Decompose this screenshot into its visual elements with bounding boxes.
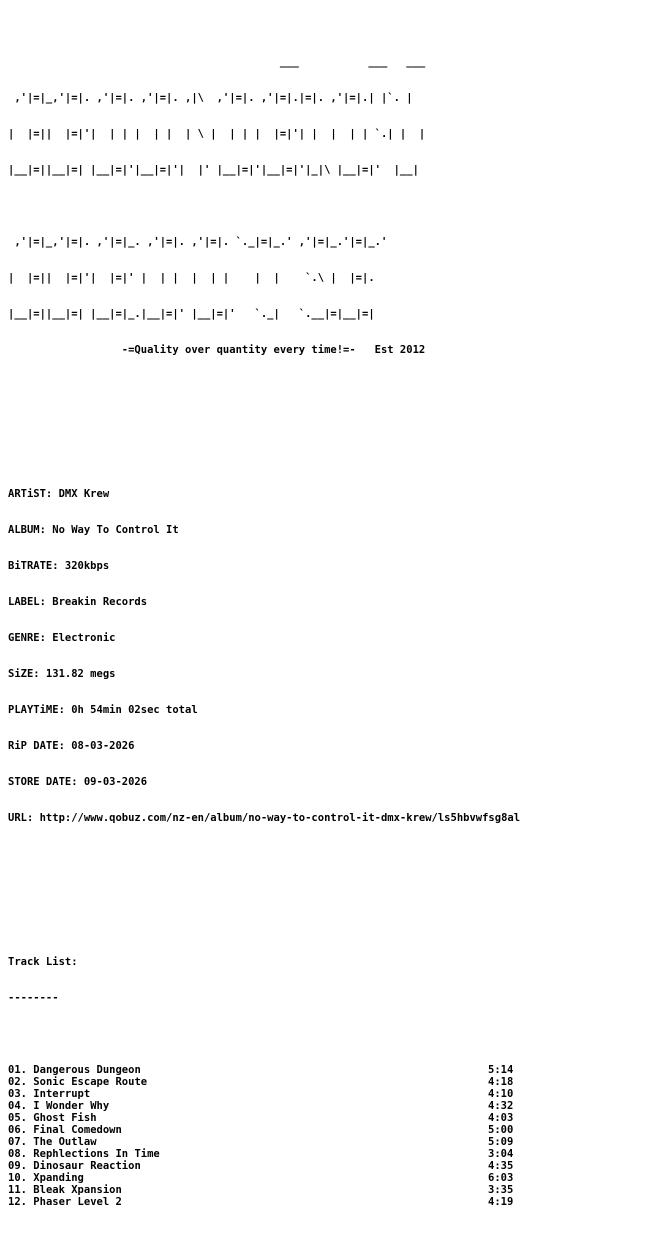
track-title: Interrupt bbox=[33, 1088, 91, 1100]
track-title: Sonic Escape Route bbox=[33, 1076, 148, 1088]
release-info bbox=[8, 464, 664, 848]
track-row bbox=[8, 1088, 664, 1100]
track-title: Bleak Xpansion bbox=[33, 1184, 122, 1196]
track-title: Phaser Level 2 bbox=[33, 1196, 122, 1208]
track-duration: 3:35 bbox=[488, 1184, 514, 1196]
track-duration: 4:35 bbox=[488, 1160, 514, 1172]
track-row bbox=[8, 1160, 664, 1172]
size-line: SiZE: 131.82 megs bbox=[8, 668, 116, 680]
track-number: 01. bbox=[8, 1064, 27, 1076]
track-number: 04. bbox=[8, 1100, 27, 1112]
artist-line: ARTiST: DMX Krew bbox=[8, 488, 110, 500]
track-row bbox=[8, 1100, 664, 1112]
track-row bbox=[8, 1172, 664, 1184]
ascii-logo-line: |__|=||__|=| |__|=|_.|__|=|' |__|=|' `._| `.__|=|__|=| bbox=[8, 308, 375, 320]
track-title: The Outlaw bbox=[33, 1136, 97, 1148]
track-row bbox=[8, 1196, 664, 1208]
ascii-logo bbox=[8, 32, 664, 380]
track-number: 03. bbox=[8, 1088, 27, 1100]
track-duration: 5:00 bbox=[488, 1124, 514, 1136]
track-duration: 6:03 bbox=[488, 1172, 514, 1184]
track-title: I Wonder Why bbox=[33, 1100, 110, 1112]
ascii-logo-line: | |=|| |=|'| |=|' | | | | | | | | `.\ | |=|. bbox=[8, 272, 375, 284]
ascii-logo-line: ,'|=|_,'|=|. ,'|=|. ,'|=|. ,|\ ,'|=|. ,'|=|.|=|. ,'|=|.| |`. | bbox=[8, 92, 432, 104]
track-rows bbox=[8, 1064, 664, 1208]
track-duration: 5:14 bbox=[488, 1064, 514, 1076]
url-line[interactable]: URL: http://www.qobuz.com/nz-en/album/no-way-to-control-it-dmx-krew/ls5hbvwfsg8al bbox=[8, 812, 521, 824]
track-list-header: Track List: bbox=[8, 956, 78, 968]
track-title: Ghost Fish bbox=[33, 1112, 97, 1124]
track-row bbox=[8, 1076, 664, 1088]
track-number: 06. bbox=[8, 1124, 27, 1136]
playtime-line: PLAYTiME: 0h 54min 02sec total bbox=[8, 704, 198, 716]
track-list bbox=[8, 932, 664, 1232]
ascii-logo-line: |__|=||__|=| |__|=|'|__|=|'| |' |__|=|'|__|=|'|_|\ |__|=|' |__| bbox=[8, 164, 419, 176]
track-number: 08. bbox=[8, 1148, 27, 1160]
tagline: -=Quality over quantity every time!=- Est 2012 bbox=[8, 344, 426, 356]
track-number: 07. bbox=[8, 1136, 27, 1148]
track-list-divider: -------- bbox=[8, 992, 59, 1004]
track-duration: 5:09 bbox=[488, 1136, 514, 1148]
label-line: LABEL: Breakin Records bbox=[8, 596, 148, 608]
store-date-line: STORE DATE: 09-03-2026 bbox=[8, 776, 148, 788]
ascii-logo-line bbox=[8, 200, 664, 212]
track-duration: 4:03 bbox=[488, 1112, 514, 1124]
track-number: 02. bbox=[8, 1076, 27, 1088]
track-title: Xpanding bbox=[33, 1172, 84, 1184]
track-title: Rephlections In Time bbox=[33, 1148, 160, 1160]
track-row bbox=[8, 1148, 664, 1160]
nfo-document bbox=[8, 8, 664, 1244]
ascii-logo-line: ___ ___ ___ bbox=[8, 56, 426, 68]
track-duration: 3:04 bbox=[488, 1148, 514, 1160]
track-number: 05. bbox=[8, 1112, 27, 1124]
track-row bbox=[8, 1184, 664, 1196]
ascii-logo-line: | |=|| |=|'| | | | | | | \ | | | | |=|'| | | | | `.| | | bbox=[8, 128, 426, 140]
track-row bbox=[8, 1136, 664, 1148]
track-duration: 4:10 bbox=[488, 1088, 514, 1100]
track-title: Final Comedown bbox=[33, 1124, 122, 1136]
rip-date-line: RiP DATE: 08-03-2026 bbox=[8, 740, 135, 752]
track-number: 09. bbox=[8, 1160, 27, 1172]
track-title: Dangerous Dungeon bbox=[33, 1064, 141, 1076]
genre-line: GENRE: Electronic bbox=[8, 632, 116, 644]
bitrate-line: BiTRATE: 320kbps bbox=[8, 560, 110, 572]
track-duration: 4:19 bbox=[488, 1196, 514, 1208]
track-row bbox=[8, 1064, 664, 1076]
album-line: ALBUM: No Way To Control It bbox=[8, 524, 179, 536]
track-duration: 4:32 bbox=[488, 1100, 514, 1112]
track-title: Dinosaur Reaction bbox=[33, 1160, 141, 1172]
track-number: 10. bbox=[8, 1172, 27, 1184]
track-row bbox=[8, 1112, 664, 1124]
track-duration: 4:18 bbox=[488, 1076, 514, 1088]
track-number: 11. bbox=[8, 1184, 27, 1196]
track-number: 12. bbox=[8, 1196, 27, 1208]
ascii-logo-line: ,'|=|_,'|=|. ,'|=|_. ,'|=|. ,'|=|. `._|=|_.' ,'|=|_.'|=|_.' bbox=[8, 236, 388, 248]
track-row bbox=[8, 1124, 664, 1136]
